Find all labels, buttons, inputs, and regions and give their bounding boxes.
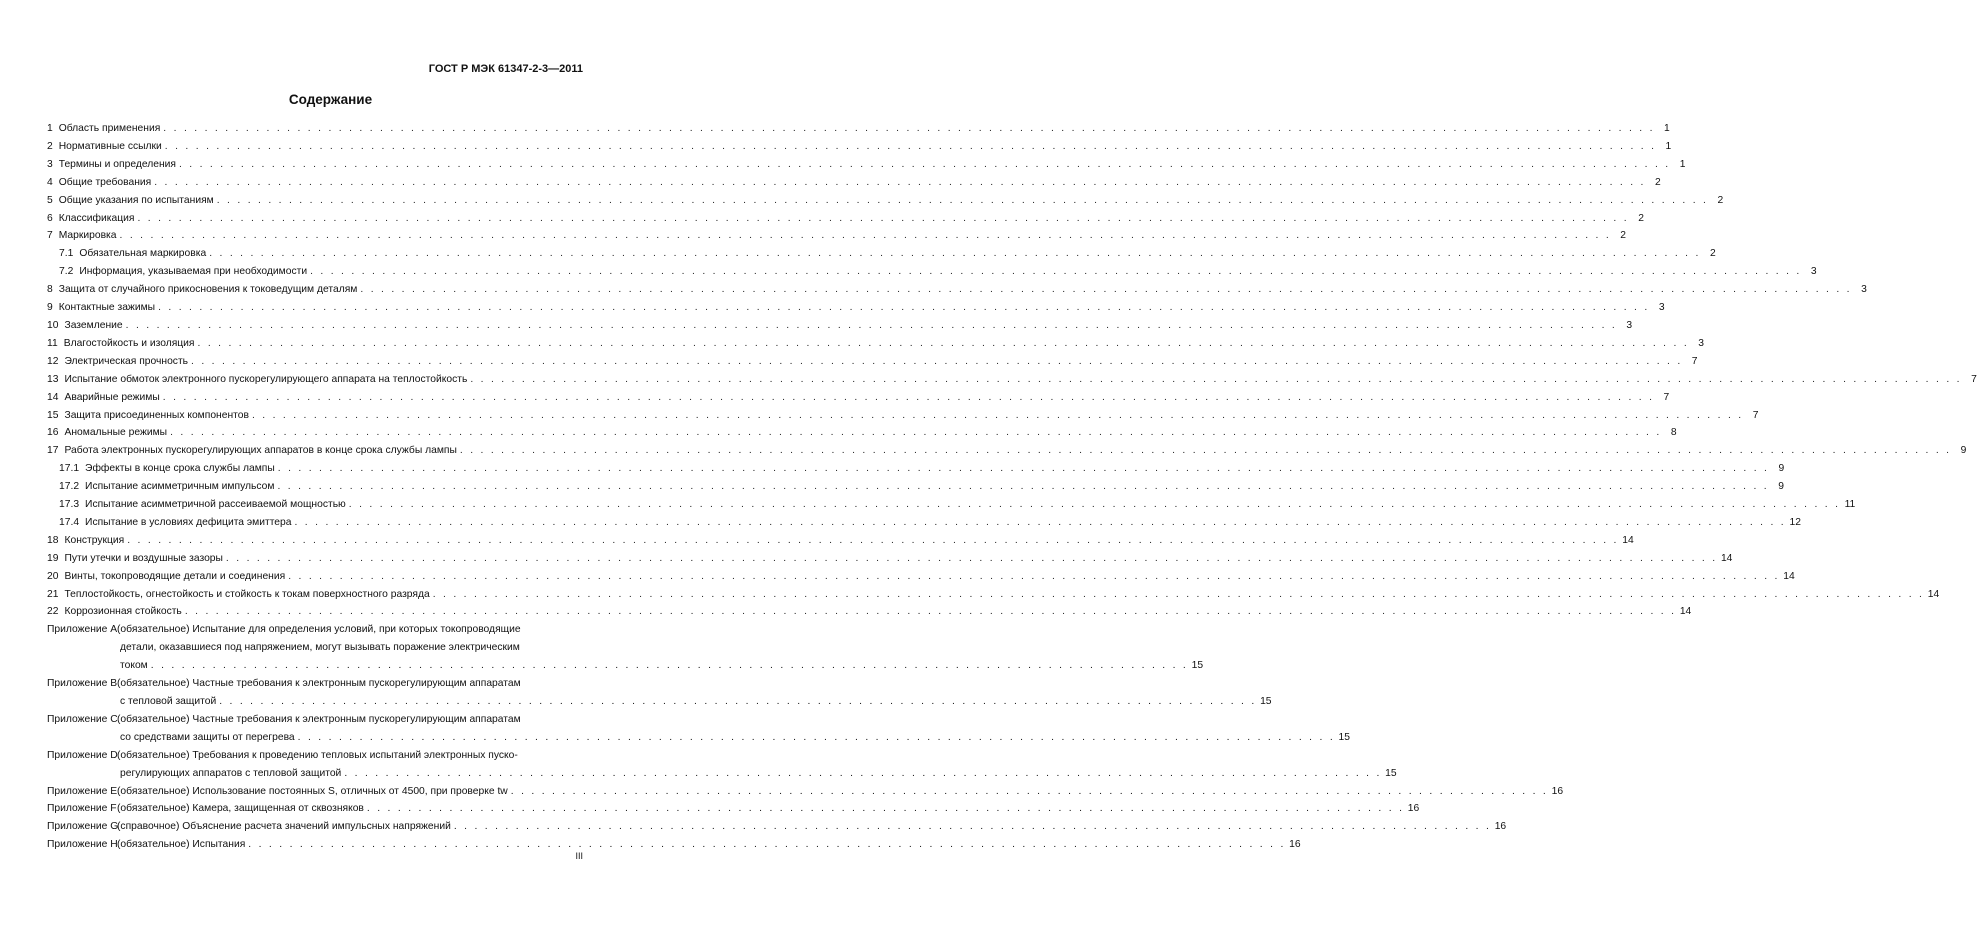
appendix-title-last-line xyxy=(117,657,1203,675)
toc-entry-number: 11 xyxy=(47,337,58,349)
appendix-entry[interactable] xyxy=(47,621,1204,675)
appendix-title-line: детали, оказавшиеся под напряжением, могут вызывать поражение электрическим xyxy=(120,642,520,654)
toc-entry-number: 10 xyxy=(47,319,59,331)
toc-entry-page: 3 xyxy=(1658,302,1665,314)
toc-leader-dots xyxy=(248,836,1285,854)
toc-entry-number: 17.2 xyxy=(59,481,80,493)
toc-entry-page: 7 xyxy=(1691,355,1698,367)
toc-leader-dots xyxy=(344,765,1381,783)
toc-leader-dots xyxy=(294,514,1785,532)
appendix-title-line: (обязательное) Испытание для определения условий, при которых токопроводящие xyxy=(117,624,521,636)
toc-entry[interactable] xyxy=(47,245,1716,263)
toc-entry-title: Теплостойкость, огнестойкость и стойкость к токам поверхностного разряда xyxy=(64,588,430,600)
appendix-entry[interactable] xyxy=(47,818,1507,836)
toc-entry-page: 3 xyxy=(1810,266,1817,278)
toc-leader-dots xyxy=(252,407,1743,425)
toc-entry[interactable] xyxy=(47,353,1698,371)
toc-leader-dots xyxy=(360,281,1851,299)
toc-entry-title: Коррозионная стойкость xyxy=(64,606,182,618)
toc-entry[interactable] xyxy=(47,120,1670,138)
toc-entry-number: 5 xyxy=(47,194,53,206)
toc-leader-dots xyxy=(217,192,1708,210)
toc-entry-page: 7 xyxy=(1663,391,1670,403)
toc-entry-title: Обязательная маркировка xyxy=(79,248,207,260)
appendix-title-last-line xyxy=(117,783,1563,801)
toc-entry-number: 14 xyxy=(47,391,59,403)
appendix-title-line: (обязательное) Частные требования к электронным пускорегулирующим аппаратам xyxy=(117,713,521,725)
appendix-body xyxy=(117,621,1203,675)
toc-leader-dots xyxy=(209,245,1700,263)
appendix-page: 16 xyxy=(1289,839,1301,851)
toc-entry-page: 14 xyxy=(1927,588,1940,600)
toc-entry[interactable] xyxy=(47,210,1644,228)
appendix-body xyxy=(117,711,1350,747)
appendix-title-line: (обязательное) Требования к проведению тепловых испытаний электронных пуско- xyxy=(117,749,518,761)
toc-entry-number: 3 xyxy=(47,158,53,170)
appendix-title-text: со средствами защиты от перегрева xyxy=(120,731,295,743)
toc-entry-page: 2 xyxy=(1654,176,1661,188)
toc-entry-page: 1 xyxy=(1679,158,1686,170)
toc-leader-dots xyxy=(511,783,1548,801)
appendix-body xyxy=(117,818,1506,836)
toc-leader-dots xyxy=(367,800,1404,818)
toc-leader-dots xyxy=(454,818,1491,836)
document-code: ГОСТ Р МЭК 61347-2-3—2011 xyxy=(428,63,583,75)
toc-entry[interactable] xyxy=(47,299,1665,317)
toc-entry-number: 17.1 xyxy=(59,463,80,475)
appendix-label: Приложение B xyxy=(47,678,118,690)
toc-entry-page: 3 xyxy=(1861,284,1867,296)
toc-entry-page: 7 xyxy=(1752,409,1759,421)
appendix-title-last-line xyxy=(117,765,1397,783)
appendix-label: Приложение F xyxy=(47,803,117,815)
toc-entry-number: 16 xyxy=(47,427,59,439)
toc-entry[interactable] xyxy=(47,174,1661,192)
toc-entry-title: Маркировка xyxy=(58,230,117,242)
toc-entry-title: Испытание обмоток электронного пускорегулирующего аппарата на теплостойкость xyxy=(64,373,468,385)
toc-entry[interactable] xyxy=(47,263,1817,281)
toc-entry-title: Общие указания по испытаниям xyxy=(58,194,214,206)
toc-entry-page: 14 xyxy=(1622,534,1634,546)
appendix-page: 15 xyxy=(1191,660,1204,672)
toc-entry[interactable] xyxy=(47,281,1867,299)
toc-leader-dots xyxy=(278,460,1769,478)
appendix-title-text: (обязательное) Испытания xyxy=(117,839,246,851)
toc-entry-number: 7.2 xyxy=(59,266,74,278)
toc-entry-title: Заземление xyxy=(64,319,123,331)
toc-entry-page: 9 xyxy=(1778,481,1784,493)
toc-entry-number: 17.4 xyxy=(59,516,80,528)
toc-entry-number: 12 xyxy=(47,355,59,367)
toc-entry-title: Испытание асимметричной рассеиваемой мощностью xyxy=(85,499,346,511)
toc-leader-dots xyxy=(163,120,1654,138)
toc-entry[interactable] xyxy=(47,138,1672,156)
toc-entry-number: 13 xyxy=(47,373,59,385)
toc-entry-page: 9 xyxy=(1778,463,1785,475)
appendix-page: 15 xyxy=(1385,767,1397,779)
toc-leader-dots xyxy=(298,729,1335,747)
appendix-entry[interactable] xyxy=(47,800,1420,818)
appendix-entry[interactable] xyxy=(47,711,1350,747)
toc-entry-number: 17.3 xyxy=(59,499,80,511)
appendix-body xyxy=(117,675,1272,711)
appendix-title-last-line xyxy=(117,729,1350,747)
toc-entry-title: Общие требования xyxy=(58,176,152,188)
toc-leader-dots xyxy=(137,210,1628,228)
toc-entry-page: 2 xyxy=(1709,248,1716,260)
appendix-title-text: (обязательное) Использование постоянных S, отличных от 4500, при проверке tw xyxy=(117,785,508,797)
appendix-label: Приложение A xyxy=(47,624,118,636)
toc-entry-title: Испытание в условиях дефицита эмиттера xyxy=(85,516,292,528)
toc-leader-dots xyxy=(154,174,1645,192)
toc-entry[interactable] xyxy=(47,424,1677,442)
toc-leader-dots xyxy=(433,586,1924,604)
toc-entry[interactable] xyxy=(47,532,1634,550)
toc-entry-page: 12 xyxy=(1789,516,1801,528)
toc-entry-title: Контактные зажимы xyxy=(58,302,156,314)
appendix-title-text: с тепловой защитой xyxy=(120,696,217,707)
appendix-body xyxy=(117,747,1397,783)
toc-entry-title: Работа электронных пускорегулирующих аппаратов в конце срока службы лампы xyxy=(64,445,457,457)
toc-entry[interactable] xyxy=(47,389,1670,407)
toc-entry[interactable] xyxy=(47,478,1784,496)
toc-entry-title: Аномальные режимы xyxy=(64,427,168,439)
toc-entry-number: 1 xyxy=(47,123,53,134)
toc-entry-title: Электрическая прочность xyxy=(64,355,189,367)
toc-entry-page: 9 xyxy=(1960,445,1967,457)
toc-entry-page: 2 xyxy=(1638,212,1644,224)
toc-entry-number: 22 xyxy=(47,606,59,618)
toc-entry-number: 6 xyxy=(47,212,53,224)
appendix-page: 16 xyxy=(1551,785,1564,797)
toc-entry[interactable] xyxy=(47,317,1633,335)
toc-entry-number: 20 xyxy=(47,570,59,582)
appendix-body xyxy=(117,800,1419,818)
toc-leader-dots xyxy=(277,478,1768,496)
toc-entry-title: Пути утечки и воздушные зазоры xyxy=(64,552,223,564)
toc-entry-page: 14 xyxy=(1679,606,1692,618)
toc-leader-dots xyxy=(126,317,1617,335)
toc-entry-title: Нормативные ссылки xyxy=(58,140,162,152)
appendix-title-last-line xyxy=(117,693,1272,711)
toc-leader-dots xyxy=(288,568,1779,586)
toc-leader-dots xyxy=(151,657,1188,675)
toc-entry-page: 7 xyxy=(1971,373,1977,385)
page-number: III xyxy=(575,851,583,861)
toc-entry[interactable] xyxy=(47,335,1704,353)
toc-entry-number: 18 xyxy=(47,534,59,546)
appendix-page: 16 xyxy=(1494,821,1507,833)
toc-entry-number: 7.1 xyxy=(59,248,74,260)
toc-entry-title: Эффекты в конце срока службы лампы xyxy=(85,463,275,475)
toc-entry-page: 3 xyxy=(1626,319,1633,331)
toc-entry-page: 14 xyxy=(1783,570,1795,582)
toc-entry[interactable] xyxy=(47,371,1977,389)
toc-entry-number: 7 xyxy=(47,230,53,242)
appendix-label: Приложение G xyxy=(47,821,119,833)
toc-leader-dots xyxy=(349,496,1840,514)
toc-entry[interactable] xyxy=(47,550,1733,568)
toc-entry-number: 2 xyxy=(47,140,53,152)
toc-leader-dots xyxy=(179,156,1670,174)
toc-entry-title: Классификация xyxy=(58,212,135,224)
appendix-page: 15 xyxy=(1260,696,1272,707)
toc-leader-dots xyxy=(158,299,1649,317)
toc-entry[interactable] xyxy=(47,227,1627,245)
appendix-title-line: (обязательное) Частные требования к электронным пускорегулирующим аппаратам xyxy=(117,678,521,690)
appendix-page: 15 xyxy=(1338,731,1350,743)
toc-leader-dots xyxy=(219,693,1256,711)
toc-entry-title: Винты, токопроводящие детали и соединения xyxy=(64,570,286,582)
toc-entry-number: 9 xyxy=(47,302,53,314)
toc-leader-dots xyxy=(198,335,1689,353)
appendix-title-text: (справочное) Объяснение расчета значений импульсных напряжений xyxy=(117,821,451,833)
toc-entry-number: 8 xyxy=(47,284,53,296)
appendix-entry[interactable] xyxy=(47,747,1397,783)
toc-entry-number: 17 xyxy=(47,445,59,457)
toc-leader-dots xyxy=(163,389,1654,407)
toc-entry-page: 2 xyxy=(1620,230,1627,242)
toc-entry[interactable] xyxy=(47,496,1856,514)
toc-entry[interactable] xyxy=(47,442,1967,460)
toc-entry[interactable] xyxy=(47,156,1686,174)
toc-entry-number: 4 xyxy=(47,176,53,188)
toc-entry-title: Защита от случайного прикосновения к токоведущим деталям xyxy=(58,284,358,296)
toc-entry-page: 14 xyxy=(1720,552,1733,564)
toc-entry[interactable] xyxy=(47,603,1692,621)
toc-leader-dots xyxy=(185,603,1676,621)
toc-entry-number: 19 xyxy=(47,552,59,564)
appendix-title-text: током xyxy=(120,660,148,672)
toc-entry[interactable] xyxy=(47,586,1940,604)
toc-entry[interactable] xyxy=(47,407,1759,425)
toc-entry-title: Информация, указываемая при необходимости xyxy=(79,266,308,278)
toc-leader-dots xyxy=(226,550,1717,568)
toc-entry-page: 8 xyxy=(1670,427,1677,439)
appendix-label: Приложение D xyxy=(47,749,118,761)
appendix-title-text: (обязательное) Камера, защищенная от сквозняков xyxy=(117,803,364,815)
appendix-entry[interactable] xyxy=(47,783,1564,801)
toc-leader-dots xyxy=(120,227,1611,245)
toc-entry-page: 2 xyxy=(1717,194,1724,206)
appendix-entry[interactable] xyxy=(47,675,1272,711)
toc-entry[interactable] xyxy=(47,514,1801,532)
toc-entry-page: 1 xyxy=(1664,123,1670,134)
toc-entry-title: Защита присоединенных компонентов xyxy=(64,409,249,421)
appendix-label: Приложение E xyxy=(47,785,118,797)
toc-leader-dots xyxy=(470,371,1961,389)
toc-entry-title: Конструкция xyxy=(64,534,125,546)
toc-leader-dots xyxy=(460,442,1951,460)
appendix-label: Приложение H xyxy=(47,839,118,851)
appendix-entry[interactable] xyxy=(47,836,1301,854)
toc-entry-title: Область применения xyxy=(58,123,161,134)
toc-entry[interactable] xyxy=(47,568,1795,586)
toc-entry-page: 3 xyxy=(1698,337,1704,349)
toc-entry-page: 11 xyxy=(1844,499,1856,511)
toc-entry-number: 15 xyxy=(47,409,59,421)
toc-entry-page: 1 xyxy=(1665,140,1672,152)
toc-entry-title: Аварийные режимы xyxy=(64,391,160,403)
toc-leader-dots xyxy=(165,138,1656,156)
toc-leader-dots xyxy=(191,353,1682,371)
toc-entry[interactable] xyxy=(47,460,1785,478)
appendix-body xyxy=(117,836,1301,854)
toc-entry-number: 21 xyxy=(47,588,59,600)
toc-entry-title: Испытание асимметричным импульсом xyxy=(85,481,275,493)
appendix-title-last-line xyxy=(117,836,1301,854)
appendix-page: 16 xyxy=(1407,803,1420,815)
appendix-title-last-line xyxy=(117,800,1419,818)
page-title: Содержание xyxy=(288,92,373,107)
toc-entry-title: Влагостойкость и изоляция xyxy=(63,337,195,349)
toc-leader-dots xyxy=(170,424,1661,442)
table-of-contents xyxy=(47,120,1977,854)
toc-entry-title: Термины и определения xyxy=(58,158,176,170)
appendix-title-text: регулирующих аппаратов с тепловой защитой xyxy=(120,767,342,779)
appendix-label: Приложение C xyxy=(47,713,118,725)
toc-entry[interactable] xyxy=(47,192,1724,210)
toc-leader-dots xyxy=(310,263,1801,281)
toc-leader-dots xyxy=(127,532,1618,550)
appendix-title-last-line xyxy=(117,818,1506,836)
appendix-body xyxy=(117,783,1563,801)
